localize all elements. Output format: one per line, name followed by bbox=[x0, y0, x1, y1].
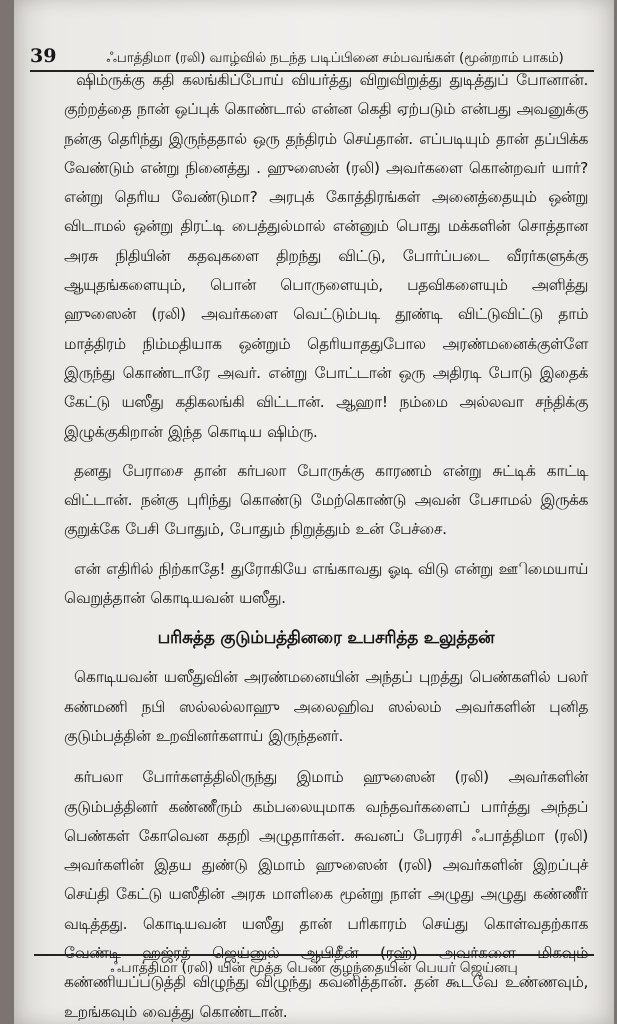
page-number: 39 bbox=[30, 45, 57, 67]
footnote-divider bbox=[34, 954, 594, 956]
footnote: ஃபாத்திமா (ரலி) யின் மூத்த பெண் குழந்தையின் பெயர் ஜெய்னபு bbox=[110, 960, 518, 976]
section-heading: பரிசுத்த குடும்பத்தினரை உபசரித்த உலுத்தன் bbox=[157, 628, 495, 649]
body-paragraph: கர்பலா போர்களத்திலிருந்து இமாம் ஹுஸைன் (ரலி) அவர்களின் குடும்பத்தினர் கண்ணீரும் கம்பலையுமாக வந்தவர்களைப் பார்த்து அந்தப் பெண்கள் கோவென கதறி அழுதார்கள். சுவனப் பேரரசி ஃபாத்திமா (ரலி) அவர்களின் இதய துண்டு இமாம் ஹுஸைன் (ரலி) அவர்களின் இறப்புச் செய்தி கேட்டு யஸீதின் அரசு மாளிகை மூன்று நாள் அழுது அழுது கண்ணீர் வடித்தது. கொடியவன் யஸீது தான் பரிகாரம் செய்து கொள்வதற்காக வேண்டி ஹஜ்ரத் ஜெய்னுல் ஆபிதீன் (ரஹ்) அவர்களை மிகவும் கண்ணியப்படுத்தி விழுந்து விழுந்து கவனித்தான். தன் கூடவே உண்ணவும், உறங்கவும் வைத்து கொண்டான். bbox=[64, 768, 588, 1021]
body-paragraph: தனது பேராசை தான் கர்பலா போருக்கு காரணம் என்று சுட்டிக் காட்டி விட்டான். நன்கு புரிந்து கொண்டு மேற்கொண்டு அவன் பேசாமல் இருக்க குறுக்கே பேசி போதும், போதும் நிறுத்தும் உன் பேச்சை. bbox=[64, 461, 588, 539]
header-title: ஃபாத்திமா (ரலி) வாழ்வில் நடந்த படிப்பினை சம்பவங்கள் (மூன்றாம் பாகம்) bbox=[106, 51, 564, 66]
page-body bbox=[64, 66, 588, 1024]
body-paragraph: ஷிம்ருக்கு கதி கலங்கிப்போய் வியர்த்து விறுவிறுத்து துடித்துப் போனான். குற்றத்தை நான் ஒப்புக் கொண்டால் என்ன கெதி ஏற்படும் என்பது அவனுக்கு நன்கு தெரிந்து இருந்ததால் ஒரு தந்திரம் செய்தான். எப்படியும் தான் தப்பிக்க வேண்டும் என்று நினைத்து . ஹுஸைன் (ரலி) அவர்களை கொன்றவர் யார்? என்று தெரிய வேண்டுமா? அரபுக் கோத்திரங்கள் அனைத்தையும் ஒன்று விடாமல் ஒன்று திரட்டி பைத்துல்மால் என்னும் பொது மக்களின் சொத்தான அரசு நிதியின் கதவுகளை திறந்து விட்டு, போர்ப்படை வீரர்களுக்கு ஆயுதங்களையும், பொன் பொருளையும், பதவிகளையும் அளித்து ஹுஸைன் (ரலி) அவர்களை வெட்டும்படி தூண்டி விட்டுவிட்டு தாம் மாத்திரம் நிம்மதியாக ஒன்றும் தெரியாததுபோல அரண்மனைக்குள்ளே இருந்து கொண்டாரே அவர். என்று போட்டான் ஒரு அதிரடி போடு இதைக் கேட்டு யஸீது கதிகலங்கி விட்டான். ஆஹா! நம்மை அல்லவா சந்திக்கு இழுக்குகிறான் இந்த கொடிய ஷிம்ரு. bbox=[64, 71, 588, 441]
body-paragraph: என் எதிரில் நிற்காதே! துரோகியே எங்காவது ஓடி விடு என்று ஊிமையாய் வெறுத்தான் கொடியவன் யஸீது. bbox=[64, 559, 588, 608]
book-page bbox=[14, 0, 614, 1024]
body-paragraph: கொடியவன் யஸீதுவின் அரண்மனையின் அந்தப் புறத்து பெண்களில் பலர் கண்மணி நபி ஸல்லல்லாஹு அலைஹிவ ஸல்லம் அவர்களின் புனித குடும்பத்தின் உறவினர்களாய் இருந்தனர். bbox=[64, 668, 588, 745]
